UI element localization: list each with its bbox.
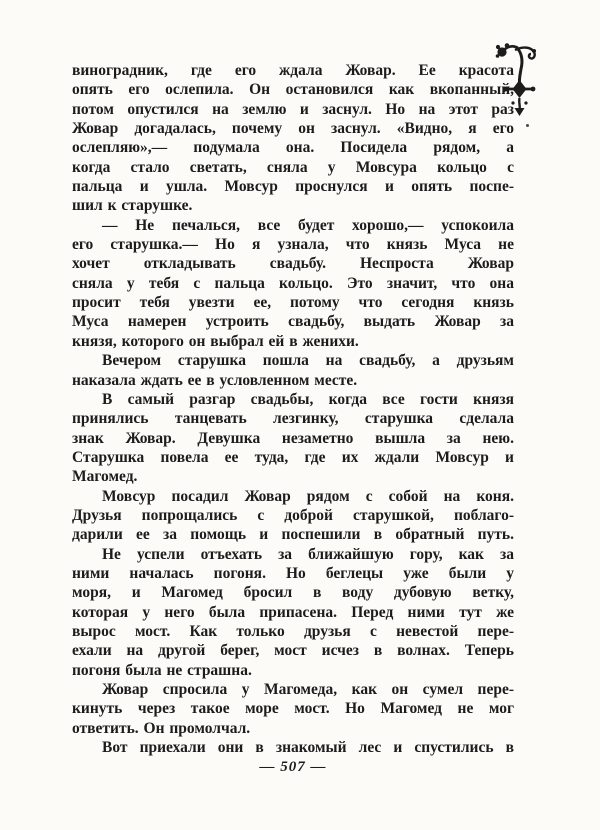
text-line: Друзья попрощались с доброй старушкой, поблаго- — [72, 506, 514, 524]
text-line: Муса намерен устроить свадьбу, выдать Жовар за — [72, 313, 514, 331]
text-line: наказала ждать ее в условленном месте. — [72, 371, 358, 389]
text-line: Не успели отъехать за ближайшую гору, как за — [102, 545, 514, 563]
text-line: Жовар догадалась, почему он заснул. «Видно, я его — [72, 120, 514, 138]
text-line: опять его ослепила. Он остановился как вкопанный, — [72, 81, 514, 99]
text-line: дарили ее за помощь и поспешили в обратный путь. — [72, 526, 514, 544]
ink-speck — [526, 124, 529, 127]
text-line: погоня была не страшна. — [72, 661, 252, 679]
text-line: просит тебя увезти ее, потому что сегодня князь — [72, 294, 514, 312]
text-line: шил к старушке. — [72, 197, 193, 215]
text-line: потом опустился на землю и заснул. Но на этот раз — [72, 100, 514, 118]
text-line: ехали на другой берег, мост исчез в волнах. Теперь — [72, 642, 514, 660]
text-line: Магомед. — [72, 468, 138, 486]
text-line: которая у него была припасена. Перед ними тут же — [72, 603, 514, 621]
text-line: знак Жовар. Девушка незаметно вышла за нею. — [72, 429, 514, 447]
text-line: Вот приехали они в знакомый лес и спустились в — [102, 739, 514, 757]
text-line: — Не печалься, все будет хорошо,— успокоила — [102, 216, 514, 234]
text-line: Жовар спросила у Магомеда, как он сумел пере- — [102, 681, 514, 698]
text-line: кинуть через такое море мост. Но Магомед не мог — [72, 700, 514, 718]
text-line: сняла у тебя с пальца кольцо. Это значит, что она — [72, 274, 514, 292]
page-number: — 507 — — [259, 759, 327, 775]
text-line: ответить. Он промолчал. — [72, 719, 251, 737]
text-line: хочет откладывать свадьбу. Неспроста Жовар — [72, 255, 514, 273]
text-line: его старушка.— Но я узнала, что князь Муса не — [72, 236, 514, 254]
text-line: принялись танцевать лезгинку, старушка сделала — [72, 410, 514, 428]
text-line: князя, которого он выбрал ей в женихи. — [72, 332, 359, 350]
text-line: вырос мост. Как только друзья с невестой пере- — [72, 622, 514, 640]
text-line: пальца и ушла. Мовсур проснулся и опять поспе- — [72, 178, 514, 196]
text-line: ними началась погоня. Но беглецы уже были у — [72, 564, 514, 582]
text-line: Вечером старушка пошла на свадьбу, а друзьям — [102, 352, 514, 370]
text-line: Мовсур посадил Жовар рядом с собой на коня. — [102, 487, 514, 505]
text-line: В самый разгар свадьбы, когда все гости князя — [102, 390, 514, 408]
text-line: ослепляю»,— подумала она. Посидела рядом, а — [72, 139, 514, 157]
text-line: когда стало светать, сняла у Мовсура кольцо с — [72, 158, 514, 176]
page-text — [72, 61, 514, 757]
text-line: моря, и Магомед бросил в воду дубовую ветку, — [72, 584, 514, 602]
text-line: виноградник, где его ждала Жовар. Ее красота — [72, 62, 514, 79]
text-line: Старушка повела ее туда, где их ждали Мовсур и — [72, 448, 514, 466]
